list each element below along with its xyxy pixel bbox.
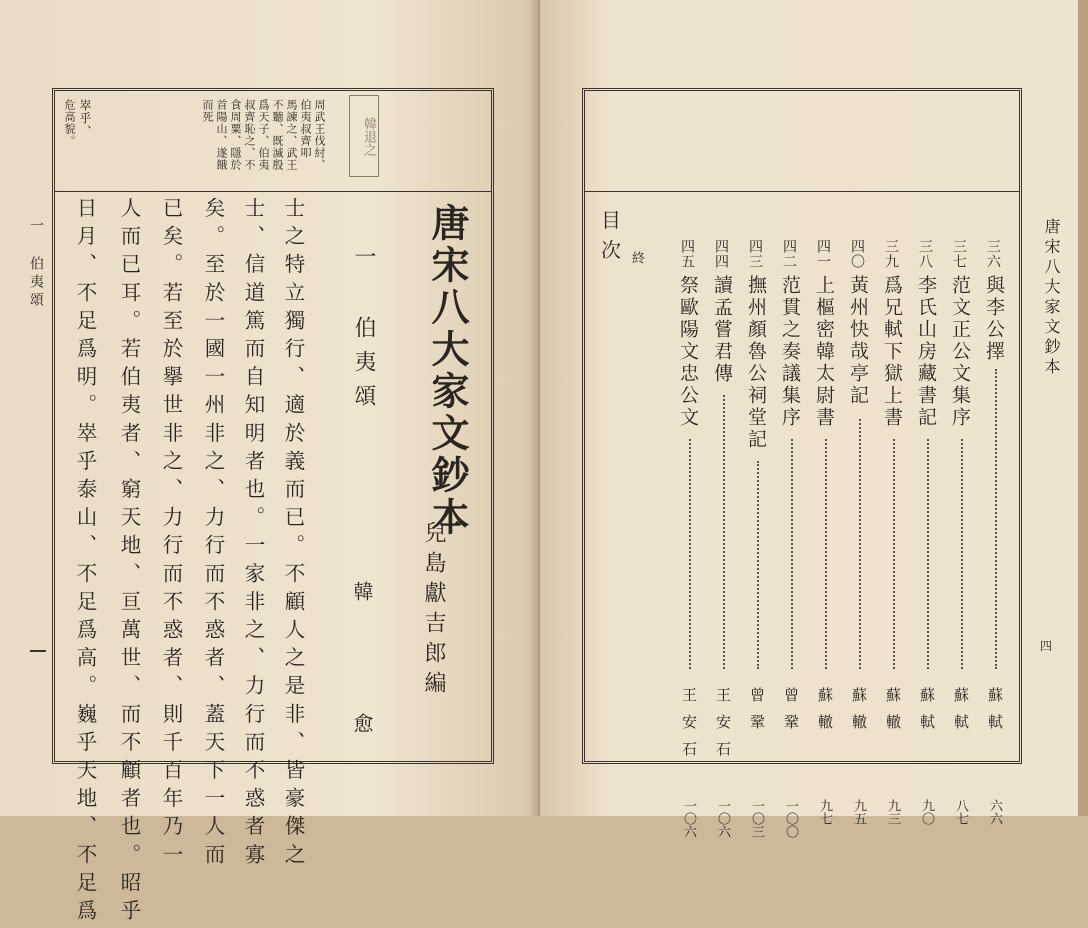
toc-entry-title: 黃州快哉亭記 xyxy=(847,275,869,407)
toc-entry-number: 四一 xyxy=(815,239,831,269)
toc-entry-number: 三七 xyxy=(951,239,967,269)
toc-entry-title: 與李公擇 xyxy=(983,275,1005,363)
left-page xyxy=(0,0,538,928)
toc-end-mark: 終 xyxy=(629,251,644,264)
toc-frame xyxy=(582,88,1022,838)
toc-entry-page: 九五 xyxy=(851,799,866,825)
toc-entry xyxy=(983,239,1011,825)
toc-entry-number: 四〇 xyxy=(849,239,865,269)
toc-entry-page: 九三 xyxy=(885,799,900,825)
toc-entry-author: 王安石 xyxy=(714,687,732,768)
toc-entry-page: 六六 xyxy=(987,799,1002,825)
left-margin-mark xyxy=(30,650,46,652)
toc-leader-dots xyxy=(723,395,727,669)
toc-header-box xyxy=(585,91,1019,192)
headnote-box xyxy=(55,91,491,192)
toc-entry xyxy=(813,239,841,825)
toc-leader-dots xyxy=(893,439,897,669)
toc-leader-dots xyxy=(689,439,693,669)
toc-leader-dots xyxy=(757,461,761,669)
toc-entry-number: 三九 xyxy=(883,239,899,269)
author-name: 韓 愈 xyxy=(350,581,374,777)
toc-entry xyxy=(677,239,705,838)
headnote-line: 周武王伐紂、 xyxy=(313,99,326,171)
toc-leader-dots xyxy=(995,369,999,669)
toc-leader-dots xyxy=(961,439,965,669)
toc-entry-number: 三六 xyxy=(985,239,1001,269)
toc-entry-author: 蘇軾 xyxy=(986,687,1004,741)
headnote-line: 爲天子、伯夷 xyxy=(257,99,270,171)
right-page xyxy=(540,0,1088,838)
toc-entry-author: 蘇轍 xyxy=(884,687,902,741)
toc-entry-author: 曾鞏 xyxy=(782,687,800,741)
body-text-column: 已矣。若至於擧世非之、力行而不惑者、則千百年乃一 xyxy=(159,197,183,872)
seal-stamp: 韓退之 xyxy=(349,95,379,177)
headnote-line: 馬諫之、武王 xyxy=(285,99,298,171)
toc-entry-page: 九七 xyxy=(817,799,832,825)
toc-entry-number: 四二 xyxy=(781,239,797,269)
headnote-line: 不聽、既滅殷 xyxy=(271,99,284,171)
toc-entry-author: 蘇軾 xyxy=(952,687,970,741)
toc-entry xyxy=(779,239,807,838)
toc-entry xyxy=(711,239,739,838)
body-text-column: 士之特立獨行、適於義而已。不顧人之是非、皆豪傑之 xyxy=(281,197,305,872)
toc-entry xyxy=(915,239,943,825)
toc-entry-number: 三八 xyxy=(917,239,933,269)
body-text-column: 人而已耳。若伯夷者、窮天地、亘萬世、而不顧者也。昭乎 xyxy=(117,197,141,928)
left-margin-label: 一 伯夷頌 xyxy=(28,218,44,310)
body-text-column: 日月、不足爲明。崒乎泰山、不足爲高。巍乎天地、不足爲 xyxy=(73,197,97,928)
toc-leader-dots xyxy=(825,439,829,669)
toc-entry-number: 四四 xyxy=(713,239,729,269)
toc-entry-number: 四三 xyxy=(747,239,763,269)
left-text-frame xyxy=(52,88,494,928)
headnote-line: 而死 xyxy=(201,99,214,123)
toc-entry-page: 一〇六 xyxy=(681,799,696,838)
headnote-line: 叔齊恥之、不 xyxy=(243,99,256,171)
toc-entry-title: 祭歐陽文忠公文 xyxy=(677,275,699,429)
toc-entry-page: 九〇 xyxy=(919,799,934,825)
toc-leader-dots xyxy=(927,439,931,669)
toc-heading: 目 xyxy=(601,208,621,232)
editor-credit: 兒島獻吉郎編 xyxy=(421,521,446,701)
toc-entry-number: 四五 xyxy=(679,239,695,269)
running-head: 唐宋八大家文鈔本 xyxy=(1042,218,1061,378)
toc-entry-author: 蘇轍 xyxy=(816,687,834,741)
toc-entry-title: 范文正公文集序 xyxy=(949,275,971,429)
section-title: 一 伯夷頌 xyxy=(351,245,376,418)
toc-entry xyxy=(949,239,977,825)
book-title: 唐宋八大家文鈔本 xyxy=(425,203,470,539)
toc-entry xyxy=(745,239,773,838)
toc-entry-title: 撫州顏魯公祠堂記 xyxy=(745,275,767,451)
headnote-line: 食周粟、隱於 xyxy=(229,99,242,171)
toc-entry-title: 爲兄軾下獄上書 xyxy=(881,275,903,429)
headnote-line: 危高貌。 xyxy=(63,99,76,147)
toc-heading: 次 xyxy=(601,238,621,262)
toc-entry-title: 李氏山房藏書記 xyxy=(915,275,937,429)
toc-entry-page: 一〇三 xyxy=(749,799,764,838)
toc-entry xyxy=(847,239,875,825)
toc-entry-page: 一〇〇 xyxy=(783,799,798,838)
toc-entry-author: 曾鞏 xyxy=(748,687,766,741)
headnote-line: 崒乎、 xyxy=(78,99,92,138)
body-text-column: 士、信道篤而自知明者也。一家非之、力行而不惑者寡 xyxy=(241,197,265,872)
headnote-line: 首陽山、遂餓 xyxy=(215,99,228,171)
toc-entry xyxy=(881,239,909,825)
toc-leader-dots xyxy=(859,419,863,669)
toc-leader-dots xyxy=(791,439,795,669)
toc-entry-page: 一〇六 xyxy=(715,799,730,838)
toc-entry-author: 蘇軾 xyxy=(918,687,936,741)
toc-entry-title: 上樞密韓太尉書 xyxy=(813,275,835,429)
toc-entry-page: 八七 xyxy=(953,799,968,825)
toc-entry-author: 王安石 xyxy=(680,687,698,768)
toc-entry-title: 讀孟嘗君傳 xyxy=(711,275,733,385)
page-edge xyxy=(1078,0,1088,816)
headnote-line: 伯夷叔齊叩 xyxy=(299,99,312,159)
toc-entry-title: 范貫之奏議集序 xyxy=(779,275,801,429)
page-marker: 四 xyxy=(1040,639,1053,653)
body-text-column: 矣。至於一國一州非之、力行而不惑者、蓋天下一人而 xyxy=(201,197,225,872)
toc-entry-author: 蘇轍 xyxy=(850,687,868,741)
